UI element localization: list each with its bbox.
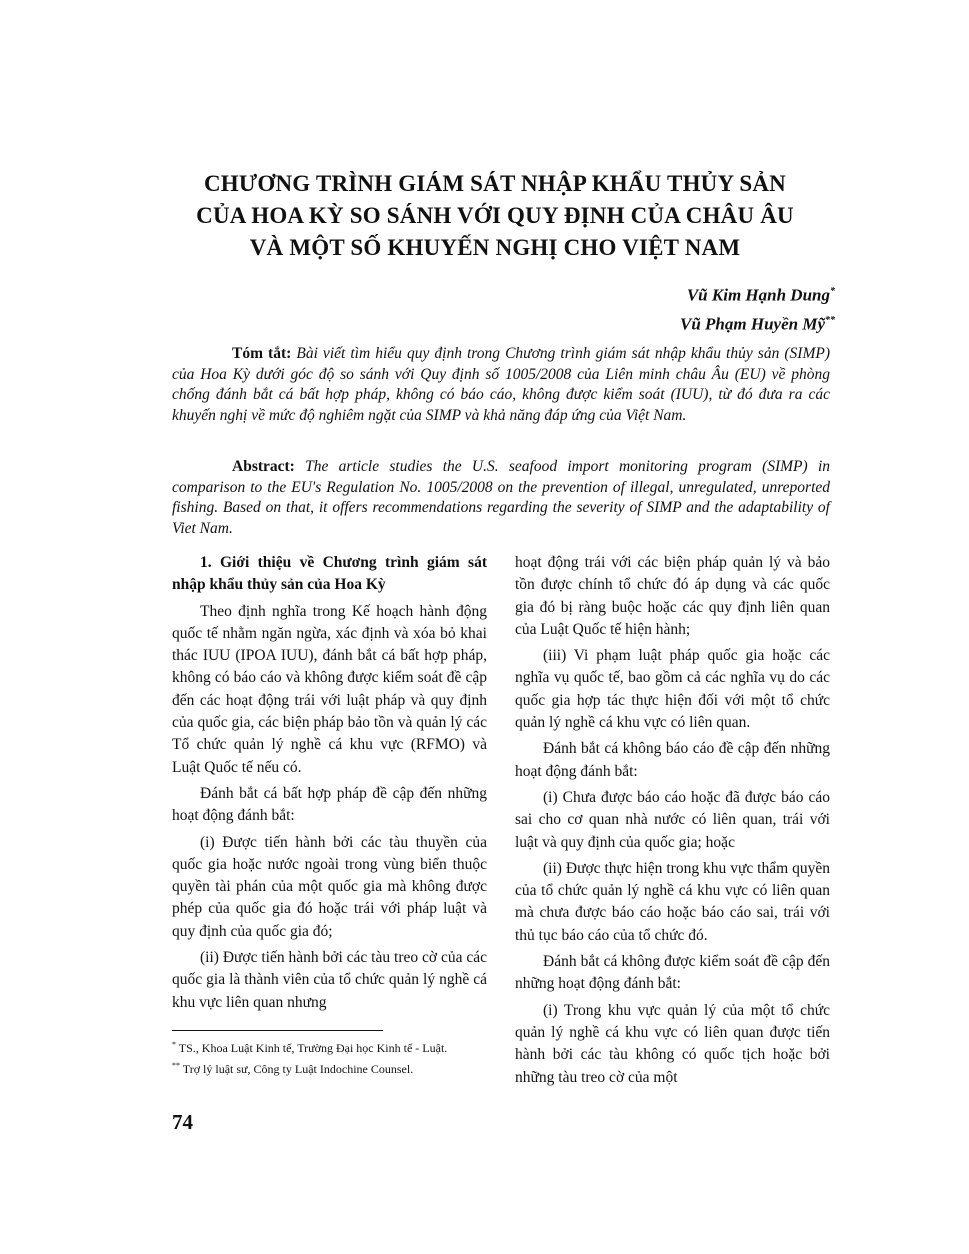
paragraph: (ii) Được tiến hành bởi các tàu treo cờ của các quốc gia là thành viên của tổ chức quản lý nghề cá khu vực liên quan nhưng [172,949,487,1011]
footnote [172,1036,490,1057]
abstract-vietnamese [172,344,830,426]
abstract-vn-text: Bài viết tìm hiểu quy định trong Chương trình giám sát nhập khẩu thủy sản (SIMP) của Hoa Kỳ dưới góc độ so sánh với Quy định số 1005/2008 của Liên minh châu Âu (EU) về phòng chống đánh bắt cá bất hợp pháp, không có báo cáo, không được kiểm soát (IUU), từ đó đưa ra các khuyến nghị về mức độ nghiêm ngặt của SIMP và khả năng đáp ứng của Việt Nam. [172,345,830,424]
paragraph: Đánh bắt cá bất hợp pháp đề cập đến những hoạt động đánh bắt: [172,784,487,825]
title-line-3: VÀ MỘT SỐ KHUYẾN NGHỊ CHO VIỆT NAM [249,235,741,260]
author-name: Vũ Phạm Huyền Mỹ [680,314,825,334]
paragraph: (i) Được tiến hành bởi các tàu thuyền của quốc gia hoặc nước ngoài trong vùng biển thuộc quyền tài phán của một quốc gia mà không được phép của quốc gia đó hoặc trái với pháp luật và quy định của quốc gia đó; [172,833,487,940]
title-line-2: CỦA HOA KỲ SO SÁNH VỚI QUY ĐỊNH CỦA CHÂU ÂU [196,203,794,228]
paragraph: (i) Trong khu vực quản lý của một tổ chức quản lý nghề cá khu vực có liên quan được tiến hành bởi các tàu không có quốc tịch hoặc bởi những tàu treo cờ của một [515,1001,830,1086]
abstract-vn-label: Tóm tắt: [232,345,292,362]
author-footnote-mark: * [830,286,835,297]
author-footnote-mark: ** [825,314,835,326]
title-line-1: CHƯƠNG TRÌNH GIÁM SÁT NHẬP KHẨU THỦY SẢN [203,171,786,196]
page-number: 74 [172,1110,193,1134]
paragraph: hoạt động trái với các biện pháp quản lý và bảo tồn được chính tổ chức đó áp dụng và các quốc gia đó bị ràng buộc hoặc các quy định liên quan của Luật Quốc tế hiện hành; [515,554,830,638]
author-list [680,279,835,336]
footnote-divider [172,1030,383,1031]
footnote-text: Trợ lý luật sư, Công ty Luật Indochine Counsel. [182,1062,414,1076]
footnote-text: TS., Khoa Luật Kinh tế, Trường Đại học Kinh tế - Luật. [178,1041,448,1055]
body-column-left [172,552,487,1018]
abstract-en-text: The article studies the U.S. seafood import monitoring program (SIMP) in comparison to the EU's Regulation No. 1005/2008 on the prevention of illegal, unregulated, unreported fishing. Based on that, it offers recommendations regarding the severity of SIMP and the adaptability of Viet Nam. [172,458,831,537]
article-title [170,168,820,264]
footnotes [172,1036,490,1078]
section-heading: 1. Giới thiệu về Chương trình giám sát nhập khẩu thủy sản của Hoa Kỳ [172,554,487,594]
abstract-english [172,457,830,539]
footnote-mark: * [172,1040,176,1049]
paragraph: Theo định nghĩa trong Kế hoạch hành động quốc tế nhằm ngăn ngừa, xác định và xóa bỏ khai thác IUU (IPOA IUU), đánh bắt cá bất hợp pháp, không có báo cáo và không được kiểm soát đề cập đến các hoạt động trái với luật pháp và quy định của quốc gia, các biện pháp bảo tồn và quản lý các Tổ chức quản lý nghề cá khu vực (RFMO) và Luật Quốc tế nếu có. [172,602,487,776]
abstract-en-label: Abstract: [232,458,295,475]
author-name: Vũ Kim Hạnh Dung [686,285,830,305]
paragraph: (iii) Vi phạm luật pháp quốc gia hoặc các nghĩa vụ quốc tế, bao gồm cả các nghĩa vụ do các quốc gia hợp tác thực hiện đối với một tổ chức quản lý nghề cá khu vực có liên quan. [515,647,830,732]
paragraph: (i) Chưa được báo cáo hoặc đã được báo cáo sai cho cơ quan nhà nước có liên quan, trái với luật và quy định của quốc gia; hoặc [515,788,830,851]
paragraph: Đánh bắt cá không được kiểm soát đề cập đến những hoạt động đánh bắt: [515,953,830,993]
body-column-right [515,552,830,1093]
paragraph: Đánh bắt cá không báo cáo đề cập đến những hoạt động đánh bắt: [515,740,830,780]
author-1 [680,279,835,308]
paragraph: (ii) Được thực hiện trong khu vực thẩm quyền của tổ chức quản lý nghề cá khu vực có liên quan mà chưa được báo cáo hoặc báo cáo sai, trái với thủ tục báo cáo của tổ chức đó. [515,859,830,944]
footnote-mark: ** [172,1061,180,1070]
author-2 [680,308,835,337]
footnote [172,1057,490,1078]
